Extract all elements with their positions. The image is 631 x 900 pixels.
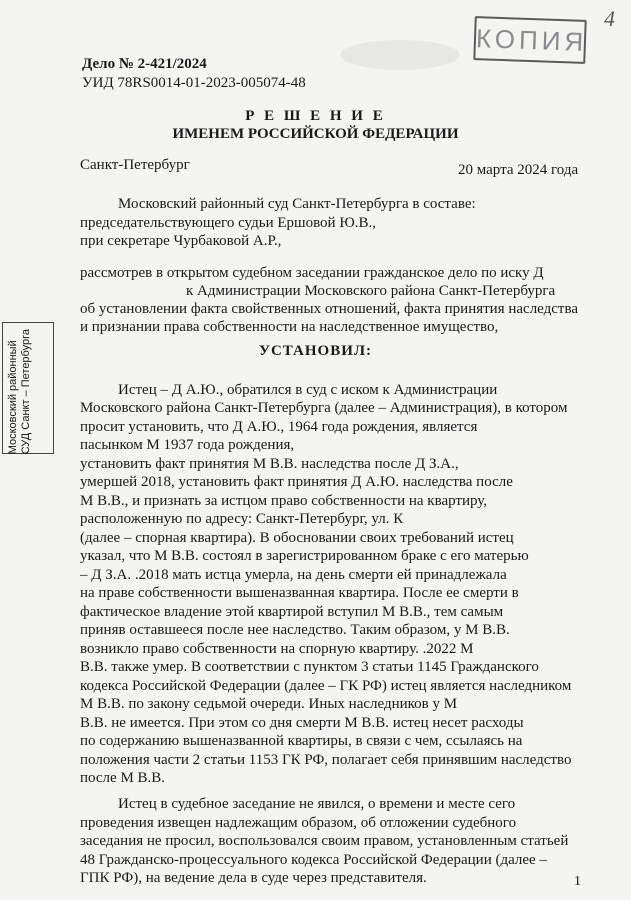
page-number: 1 bbox=[574, 874, 581, 889]
decision-date: 20 марта 2024 года bbox=[458, 162, 579, 178]
case-uid: УИД 78RS0014-01-2023-005074-48 bbox=[82, 75, 306, 91]
document-title: Р Е Ш Е Н И Е bbox=[245, 108, 386, 124]
body-line: расположенную по адресу: Санкт-Петербург, ул. К bbox=[80, 511, 404, 527]
scan-smudge bbox=[340, 40, 460, 70]
intro-line: рассмотрев в открытом судебном заседании гражданское дело по иску Д bbox=[80, 265, 544, 281]
body-line: М В.В., и признать за истцом право собственности на квартиру, bbox=[80, 493, 488, 509]
body-line: установить факт принятия М В.В. наследства после Д З.А., bbox=[80, 456, 459, 472]
body-line: заседания не просил, воспользовался своим правом, установленным статьей bbox=[80, 833, 569, 849]
section-heading: УСТАНОВИЛ: bbox=[258, 343, 373, 359]
copy-stamp: КОПИЯ bbox=[473, 16, 586, 64]
body-line: просит установить, что Д А.Ю., 1964 года рождения, является bbox=[80, 419, 478, 435]
body-line: ГПК РФ), на ведение дела в суде через представителя. bbox=[80, 870, 427, 886]
body-line: В.В. также умер. В соответствии с пунктом 3 статьи 1145 Гражданского bbox=[80, 659, 539, 675]
handwritten-page-mark: 4 bbox=[604, 6, 615, 31]
body-line: Истец в судебное заседание не явился, о времени и месте сего bbox=[118, 796, 516, 812]
city: Санкт-Петербург bbox=[80, 157, 190, 173]
body-line: указал, что М В.В. состоял в зарегистрированном браке с его матерью bbox=[80, 548, 529, 564]
body-line: (далее – спорная квартира). В обосновании своих требований истец bbox=[80, 530, 514, 546]
body-line: фактическое владение этой квартирой вступил М В.В., тем самым bbox=[80, 604, 504, 620]
body-line: умершей 2018, установить факт принятия Д А.Ю. наследства после bbox=[80, 474, 513, 490]
intro-line: и признании права собственности на наследственное имущество, bbox=[80, 319, 499, 335]
body-line: кодекса Российской Федерации (далее – ГК РФ) истец является наследником bbox=[80, 678, 572, 694]
intro-line: Московский районный суд Санкт-Петербурга в составе: bbox=[118, 196, 476, 212]
body-line: – Д З.А. .2018 мать истца умерла, на день смерти ей принадлежала bbox=[80, 567, 507, 583]
body-line: положения части 2 статьи 1153 ГК РФ, полагает себя принявшим наследство bbox=[80, 752, 572, 768]
body-line: после М В.В. bbox=[80, 770, 166, 786]
intro-line: к Администрации Московского района Санкт-Петербурга bbox=[186, 283, 556, 299]
intro-line: председательствующего судьи Ершовой Ю.В., bbox=[80, 215, 376, 231]
body-line: Московского района Санкт-Петербурга (далее – Администрация), в котором bbox=[80, 400, 568, 416]
body-line: проведения извещен надлежащим образом, об отложении судебного bbox=[80, 815, 517, 831]
intro-line: при секретаре Чурбаковой А.Р., bbox=[80, 233, 282, 249]
case-number: Дело № 2-421/2024 bbox=[82, 56, 207, 72]
body-line: 48 Гражданско-процессуального кодекса Российской Федерации (далее – bbox=[80, 852, 547, 868]
body-line: возникло право собственности на спорную квартиру. .2022 М bbox=[80, 641, 474, 657]
body-line: М В.В. по закону седьмой очереди. Иных наследников у М bbox=[80, 696, 458, 712]
court-side-stamp bbox=[2, 322, 54, 454]
intro-line: об установлении факта свойственных отношений, факта принятия наследства bbox=[80, 301, 579, 317]
body-line: по содержанию вышеназванной квартиры, в связи с чем, ссылаясь на bbox=[80, 733, 523, 749]
body-line: приняв оставшееся после нее наследство. Таким образом, у М В.В. bbox=[80, 622, 510, 638]
body-line: на праве собственности вышеназванная квартира. После ее смерти в bbox=[80, 585, 519, 601]
body-line: Истец – Д А.Ю., обратился в суд с иском к Администрации bbox=[118, 382, 498, 398]
body-line: В.В. не имеется. При этом со дня смерти М В.В. истец несет расходы bbox=[80, 715, 524, 731]
body-line: пасынком М 1937 года рождения, bbox=[80, 437, 295, 453]
side-stamp-line: СУД Санкт – Петербурга bbox=[20, 329, 32, 455]
side-stamp-line: Московский районный bbox=[7, 340, 19, 455]
document-subtitle: ИМЕНЕМ РОССИЙСКОЙ ФЕДЕРАЦИИ bbox=[172, 126, 459, 142]
